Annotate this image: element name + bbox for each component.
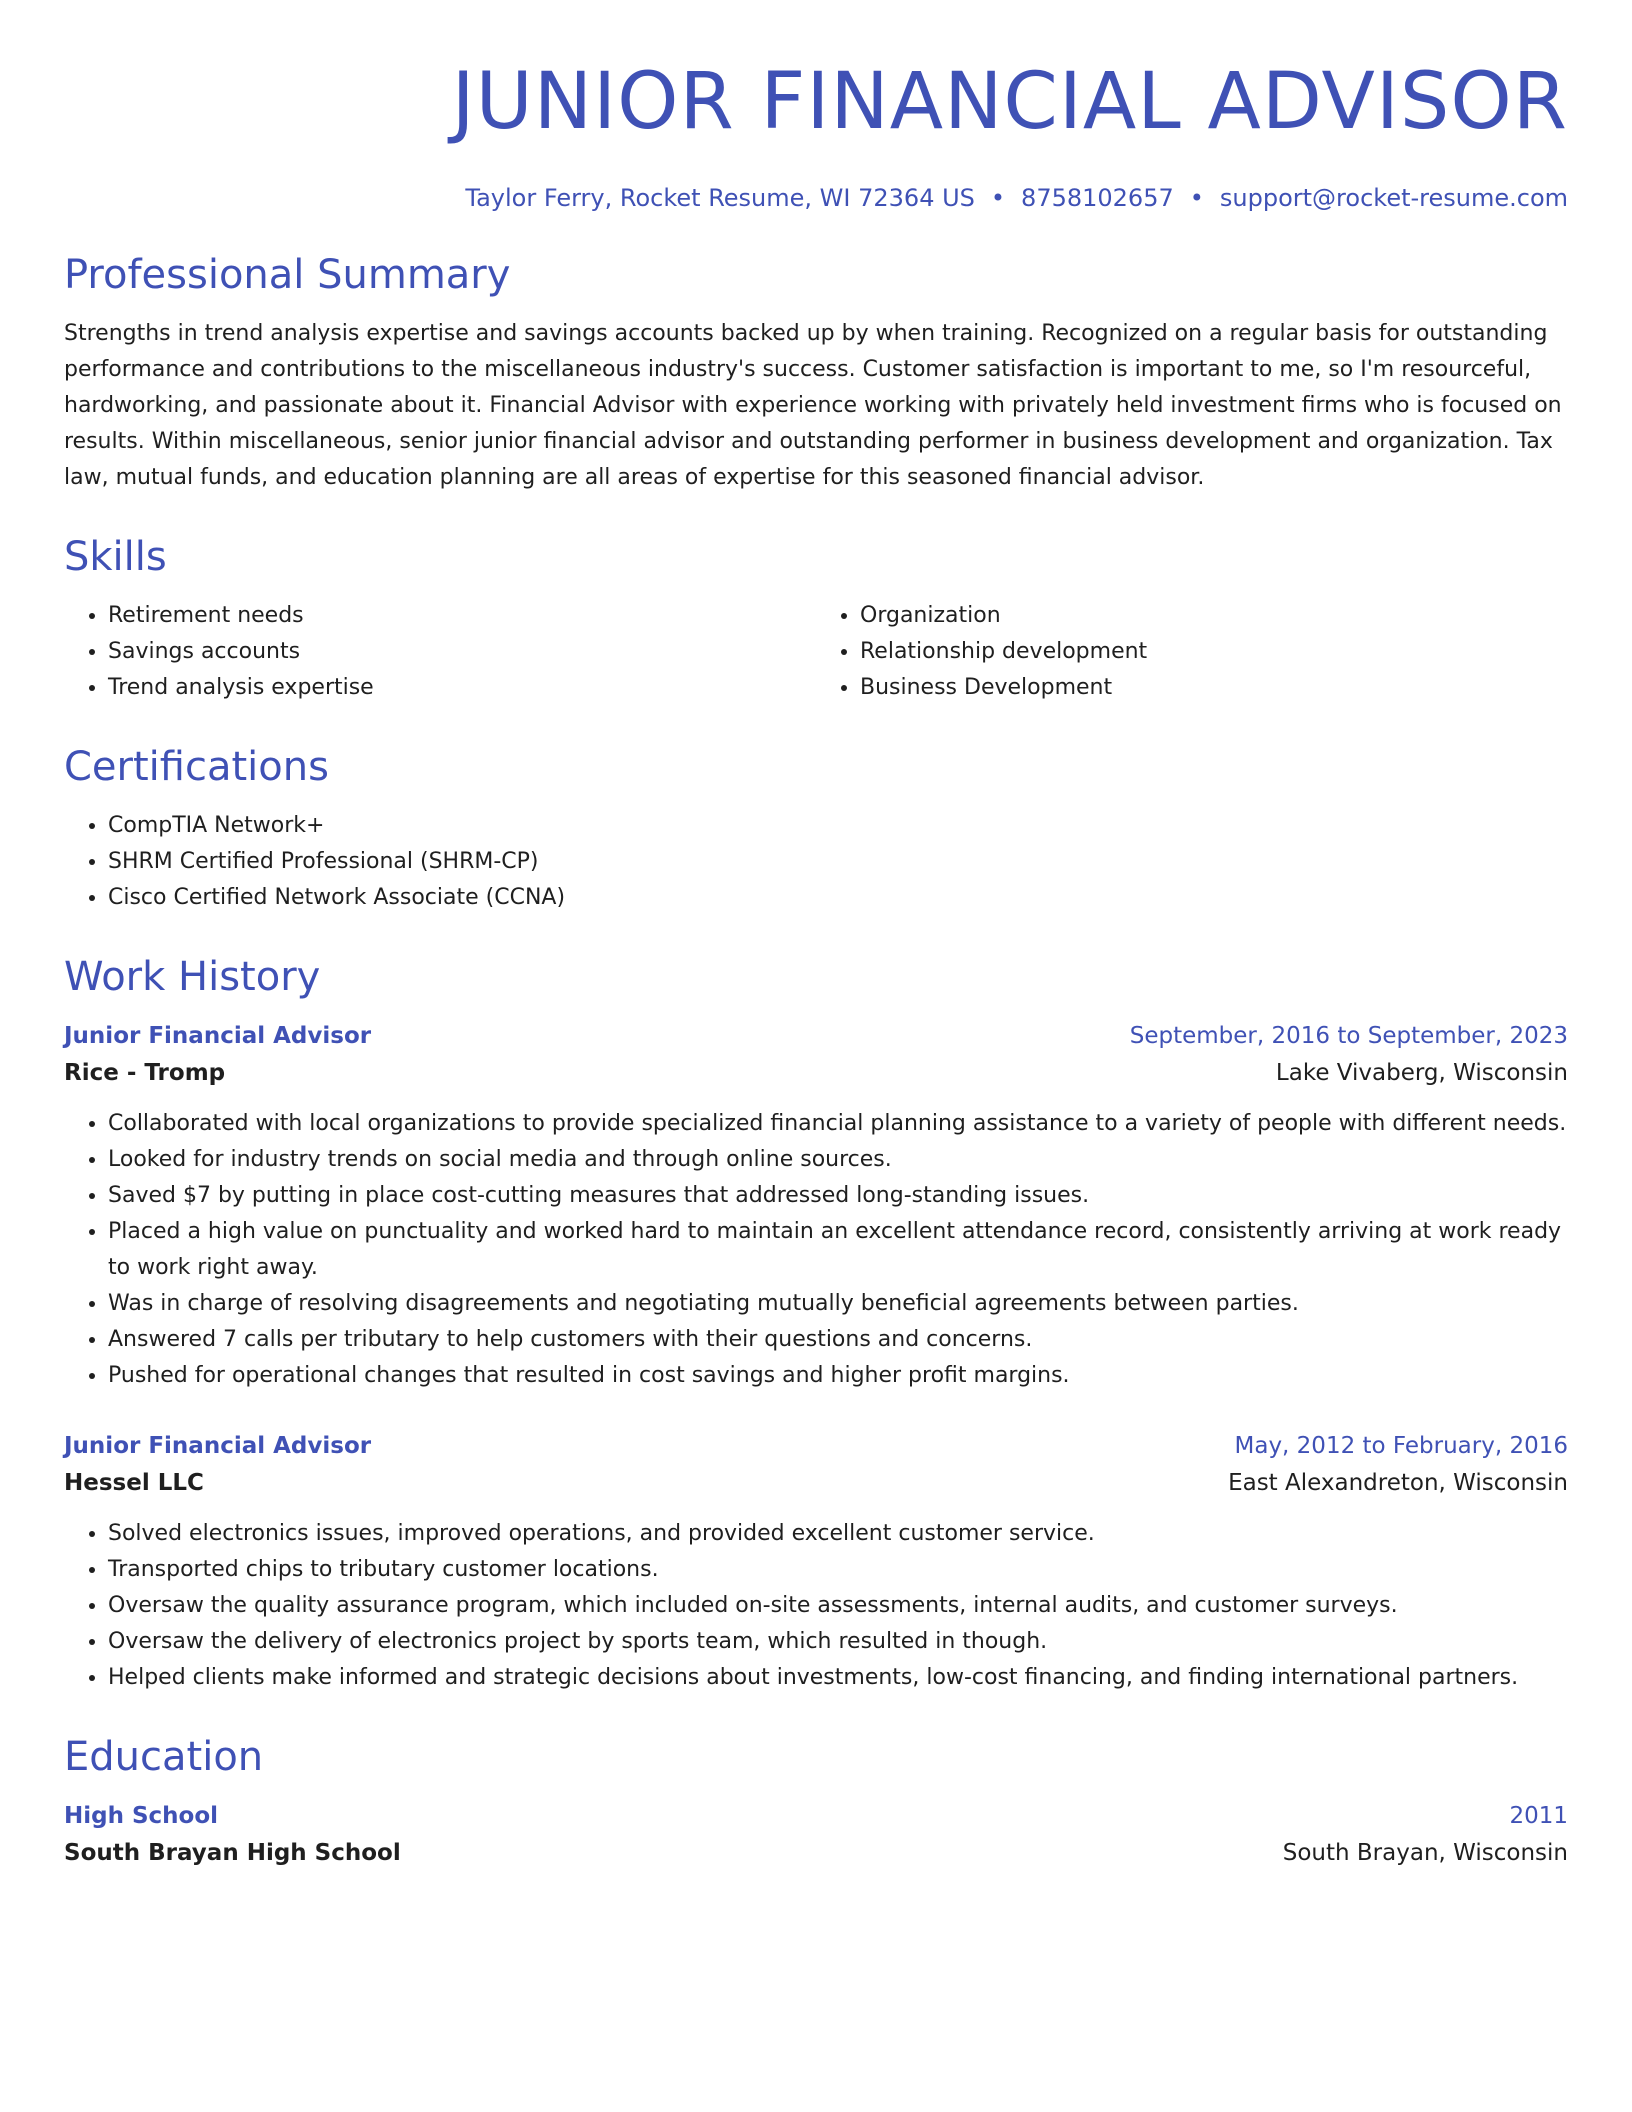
skills-list-left xyxy=(64,598,816,706)
job-bullet: • Was in charge of resolving disagreements and negotiating mutually beneficial agreements between parties. xyxy=(108,1286,1568,1322)
education-subheader xyxy=(64,1834,1568,1872)
job-subheader xyxy=(64,1464,1568,1502)
job-bullet: • Helped clients make informed and strategic decisions about investments, low-cost financing, and finding international partners. xyxy=(108,1660,1568,1696)
certification-item: • SHRM Certified Professional (SHRM-CP) xyxy=(108,844,1568,880)
education-year: 2011 xyxy=(1509,1803,1568,1829)
skill-item: • Organization xyxy=(860,598,1568,634)
work-history-section xyxy=(64,952,1568,1696)
job-bullets xyxy=(64,1106,1568,1394)
certification-item: • CompTIA Network+ xyxy=(108,808,1568,844)
job-bullet: • Looked for industry trends on social media and through online sources. xyxy=(108,1142,1568,1178)
section-title-education: Education xyxy=(64,1734,264,1780)
skills-section xyxy=(64,532,1568,706)
skills-grid xyxy=(64,598,1568,706)
contact-phone: 8758102657 xyxy=(1021,184,1174,212)
job-location: East Alexandreton, Wisconsin xyxy=(1228,1470,1568,1496)
job-company: Rice - Tromp xyxy=(64,1060,226,1086)
job-bullet: • Answered 7 calls per tributary to help customers with their questions and concerns. xyxy=(108,1322,1568,1358)
certifications-section xyxy=(64,742,1568,916)
job-title: Junior Financial Advisor xyxy=(64,1433,372,1459)
contact-email: support@rocket-resume.com xyxy=(1219,184,1568,212)
summary-section xyxy=(64,250,1568,496)
job-bullet: • Placed a high value on punctuality and worked hard to maintain an excellent attendance record, consistently arriving at work ready to work right away. xyxy=(108,1214,1568,1286)
resume-title: JUNIOR FINANCIAL ADVISOR xyxy=(451,57,1568,147)
job-bullet: • Collaborated with local organizations to provide specialized financial planning assistance to a variety of people with different needs. xyxy=(108,1106,1568,1142)
job-header xyxy=(64,1018,1568,1054)
summary-text: Strengths in trend analysis expertise and savings accounts backed up by when training. Recognized on a regular basis for outstanding performance and contributions to the miscellaneous industry's success. Customer satisfaction is important to me, so I'm resourceful, hardworking, and passionate about it. Financial Advisor with experience working with privately held investment firms who is focused on results. Within miscellaneous, senior junior financial advisor and outstanding performer in business development and organization. Tax law, mutual funds, and education planning are all areas of expertise for this seasoned financial advisor. xyxy=(64,321,1562,490)
job-bullets xyxy=(64,1516,1568,1696)
education-header xyxy=(64,1798,1568,1834)
skill-item: • Savings accounts xyxy=(108,634,816,670)
contact-separator: • xyxy=(1189,184,1204,212)
skill-item: • Relationship development xyxy=(860,634,1568,670)
job-dates: May, 2012 to February, 2016 xyxy=(1234,1433,1568,1459)
skill-item: • Trend analysis expertise xyxy=(108,670,816,706)
job-company: Hessel LLC xyxy=(64,1470,204,1496)
job-bullet: • Saved $7 by putting in place cost-cutting measures that addressed long-standing issues. xyxy=(108,1178,1568,1214)
contact-separator: • xyxy=(990,184,1006,212)
job-entry xyxy=(64,1428,1568,1696)
job-location: Lake Vivaberg, Wisconsin xyxy=(1275,1060,1568,1086)
job-entry xyxy=(64,1018,1568,1394)
education-degree: High School xyxy=(64,1803,219,1829)
skill-item: • Business Development xyxy=(860,670,1568,706)
job-bullet: • Pushed for operational changes that resulted in cost savings and higher profit margins. xyxy=(108,1358,1568,1394)
skill-item: • Retirement needs xyxy=(108,598,816,634)
certifications-list xyxy=(64,808,1568,916)
job-bullet: • Oversaw the delivery of electronics project by sports team, which resulted in though. xyxy=(108,1624,1568,1660)
certification-item: • Cisco Certified Network Associate (CCNA) xyxy=(108,880,1568,916)
resume-header xyxy=(64,54,1568,214)
education-entry xyxy=(64,1798,1568,1872)
section-title-work-history: Work History xyxy=(64,954,321,1000)
section-title-certifications: Certifications xyxy=(64,744,329,790)
contact-address: Taylor Ferry, Rocket Resume, WI 72364 US xyxy=(465,184,975,212)
skills-list-right xyxy=(816,598,1568,706)
job-header xyxy=(64,1428,1568,1464)
job-dates: September, 2016 to September, 2023 xyxy=(1129,1023,1568,1049)
section-title-skills: Skills xyxy=(64,534,167,580)
job-bullet: • Transported chips to tributary customer locations. xyxy=(108,1552,1568,1588)
section-title-summary: Professional Summary xyxy=(64,252,511,298)
job-subheader xyxy=(64,1054,1568,1092)
job-bullet: • Solved electronics issues, improved operations, and provided excellent customer service. xyxy=(108,1516,1568,1552)
job-title: Junior Financial Advisor xyxy=(64,1023,372,1049)
education-section xyxy=(64,1732,1568,1872)
education-location: South Brayan, Wisconsin xyxy=(1282,1840,1568,1866)
job-bullet: • Oversaw the quality assurance program, which included on-site assessments, internal audits, and customer surveys. xyxy=(108,1588,1568,1624)
contact-line xyxy=(64,182,1568,214)
education-school: South Brayan High School xyxy=(64,1840,401,1866)
